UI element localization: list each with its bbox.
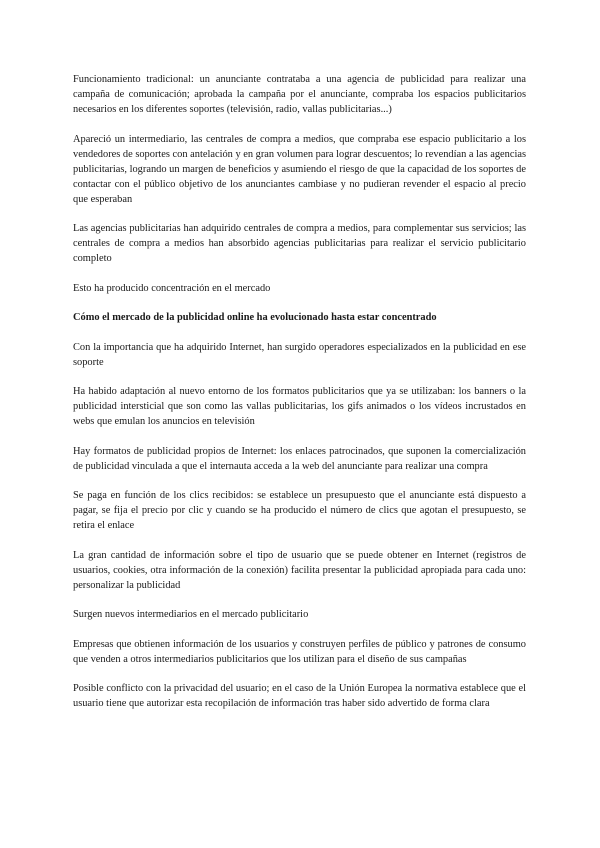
paragraph-privacy-conflict: Posible conflicto con la privacidad del usuario; en el caso de la Unión Europea la normativa establece que el usuario tiene que autorizar esta recopilación de información tras haber sido advertido de forma clara xyxy=(73,683,526,709)
paragraph-format-adaptation: Ha habido adaptación al nuevo entorno de los formatos publicitarios que ya se utilizaban: los banners o la publicidad intersticial que son como las vallas publicitarias, los gifs animados o los vídeos incrustados en webs que emulan los anuncios en televisión xyxy=(73,386,526,427)
paragraph-agencies-acquired: Las agencias publicitarias han adquirido centrales de compra a medios, para complementar sus servicios; las centrales de compra a medios han absorbido agencias publicitarias para realizar el servicio publicitario completo xyxy=(73,223,526,264)
paragraph-profiling-companies: Empresas que obtienen información de los usuarios y construyen perfiles de público y patrones de consumo que venden a otros intermediarios publicitarios que los utilizan para el diseño de sus campañas xyxy=(73,638,526,665)
paragraph-internet-native-formats: Hay formatos de publicidad propios de Internet: los enlaces patrocinados, que suponen la comercialización de publicidad vinculada a que el internauta acceda a la web del anunciante para realizar una compra xyxy=(73,445,526,472)
paragraph-new-intermediaries: Surgen nuevos intermediarios en el mercado publicitario xyxy=(73,609,309,620)
paragraph-personalization: La gran cantidad de información sobre el tipo de usuario que se puede obtener en Internet (registros de usuarios, cookies, otra información de la conexión) facilita presentar la publicidad apropiada para cada uno: personalizar la publicidad xyxy=(73,549,526,591)
section-heading-online-advertising: Cómo el mercado de la publicidad online ha evolucionado hasta estar concentrado xyxy=(73,312,437,323)
paragraph-media-buying-centers: Apareció un intermediario, las centrales de compra a medios, que compraba ese espacio publicitario a los vendedores de soportes con antelación y en gran volumen para lograr descuentos; lo revendían a las agencias publicitarias, logrando un margen de beneficios y asumiendo el riesgo de que la capacidad de los soportes de contactar con el público objetivo de los anunciantes cambiase y no pudieran revender el espacio al precio que esperaban xyxy=(73,133,526,205)
paragraph-market-concentration: Esto ha producido concentración en el mercado xyxy=(73,282,271,294)
paragraph-specialized-operators: Con la importancia que ha adquirido Internet, han surgido operadores especializados en la publicidad en ese soporte xyxy=(73,341,526,368)
document-body xyxy=(73,72,526,726)
paragraph-pay-per-click: Se paga en función de los clics recibidos: se establece un presupuesto que el anunciante está dispuesto a pagar, se fija el precio por clic y cuando se ha producido el número de clics que agotan el presupuesto, se retira el enlace xyxy=(73,490,526,531)
paragraph-traditional-operation: Funcionamiento tradicional: un anunciante contrataba a una agencia de publicidad para realizar una campaña de comunicación; aprobada la campaña por el anunciante, compraba los espacios publicitarios necesarios en los diferentes soportes (televisión, radio, vallas publicitarias...) xyxy=(73,74,526,115)
